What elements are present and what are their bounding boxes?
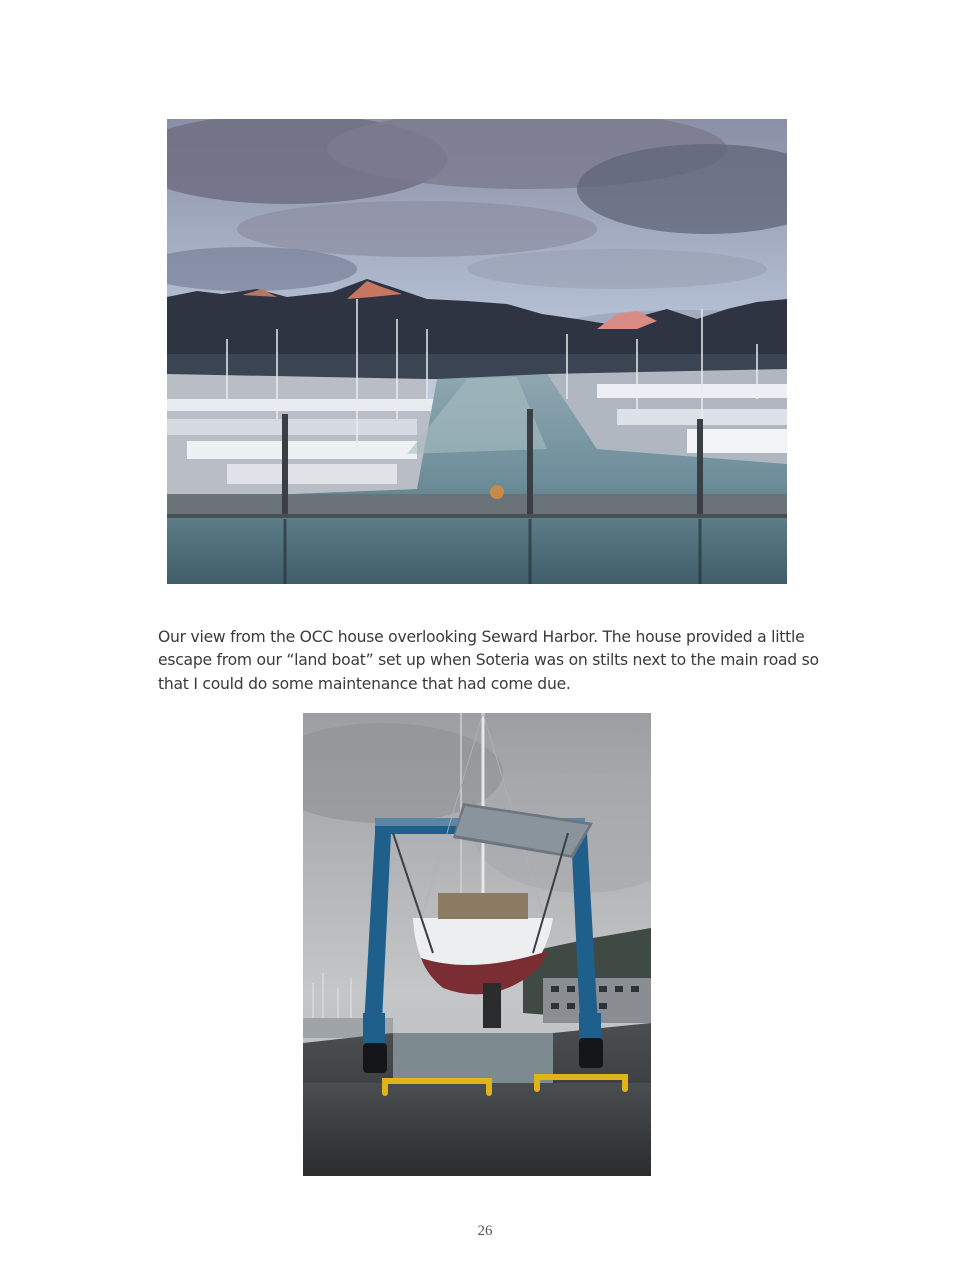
caption-line: escape from our “land boat” set up when Soteria was on stilts next to the main road so xyxy=(158,651,819,670)
caption-line: Our view from the OCC house overlooking Seward Harbor. The house provided a little xyxy=(158,628,805,646)
page-number: 26 xyxy=(477,1223,493,1239)
harbor-photo xyxy=(167,119,787,584)
photo-caption xyxy=(158,626,819,696)
travel-lift-photo xyxy=(303,713,651,1176)
caption-line: that I could do some maintenance that had come due. xyxy=(158,674,571,693)
